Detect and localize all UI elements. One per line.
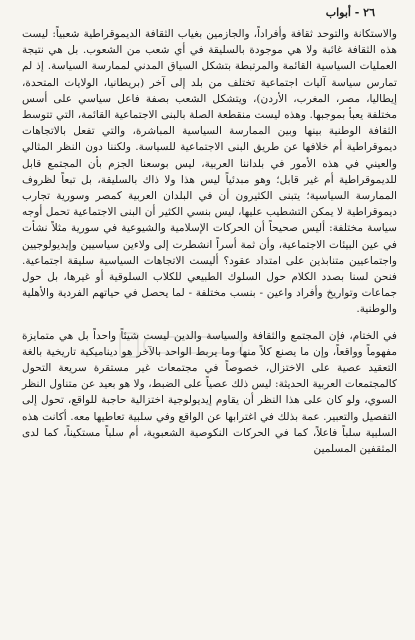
paragraph: في الختام، فإن المجتمع والثقافة والسياسة والدين ليست شيئاً واحداً بل هي متمايزة مفهوماً وواقعاً، وإن ما يصنع كلاً منها وما يربط الواحد بالآخر هو ديناميكية تاريخية بالغة التعقيد عصية على الاختزال، خصوصاً في مجتمعات غير مستقرة سريعة التحول كالمجتمعات العربية الحديثة: ليس ذلك عصياً على الضبط، ولا هو بعيد عن متناول النظر السوي، ولو كان على هذا النظر أن يقاوم إيديولوجية اختزالية حاجبة للواقع، تحول إلى التفصيل والتعبير. عمة بذلك في اغترابها عن الواقع وفي سلبية تعاطيها معه. أكانت هذه السلبية سلباً فاعلاً، كما في الحركات النكوصية الشعبوية، أم سلباً مستكيناً، كما لدى المثقفين المسلمين [22,329,397,456]
page-body [22,26,397,457]
running-head: ٢٦ - أبواب [325,6,375,19]
page-header [22,6,375,26]
paragraph: والاستكانة والتوحد ثقافة وأفراداً، والجازمين بغياب الثقافة الديموقراطية شعبياً: ليست هذه الثقافة غائبة ولا هي موجودة بالسليقة في أي شعب من الشعوب. بل هي نتيجة العمليات السياسية القائمة والمرتبطة بتشكل السياق المدني لممارسة السياسة. إذ لم تمارس سياسة آليات اجتماعية تختلف من بلد إلى آخر (بريطانيا، الولايات المتحدة، إيطاليا، مصر، المغرب، الأردن)، ويتشكل الشعب بصفة فاعل سياسي على أسس مختلفة يعبأ بموجبها. وهذه ليست منقطعة الصلة بالبنى الاجتماعية القائمة، التي تتوسط الثقافة الوطنية بينها وبين الممارسة السياسية المباشرة، والتي تفعل بالاتجاهات ديموقراطية أم خلافها عن طريق البنى الاجتماعية للسياسة. ولكننا دون النظر المثالي والعيني في هذه الأمور في بلداننا العربية، ليس بوسعنا الجزم بأن المجتمع قابل للديموقراطية أم غير قابل؛ وهو مبدئياً ليس هذا ولا ذاك بالسليقة، بل تبعاً لظروف الممارسة السياسية؛ يتبنى الكثيرون أن في البلدان العربية كمصر وسورية تجارب ديموقراطية لا يمكن التشطيب عليها، ليس بنسي الكثير أن البنى الاجتماعية تحمل أوجه سياسة مختلفة: أليس صحيحاً أن الحركات الإسلامية والشيوعية في سورية مثلاً نشأت في عين البيئات الاجتماعية، وأن ثمة أسراً انشطرت إلى ولاءين سياسيين وإيديولوجيين واجتماعيين متنابذين على امتداد عقود؟ أليست الاتجاهات السياسية سليقة اجتماعية. فنحن لسنا بصدد الكلام حول السلوك الطبيعي للكلاب السلوقية أو غيرها، بل حول جماعات وتواريخ وأفراد واعين - بنسب مختلفة - لما يحصل في حياتهم الفردية والأهلية والوطنية. [22,28,397,316]
